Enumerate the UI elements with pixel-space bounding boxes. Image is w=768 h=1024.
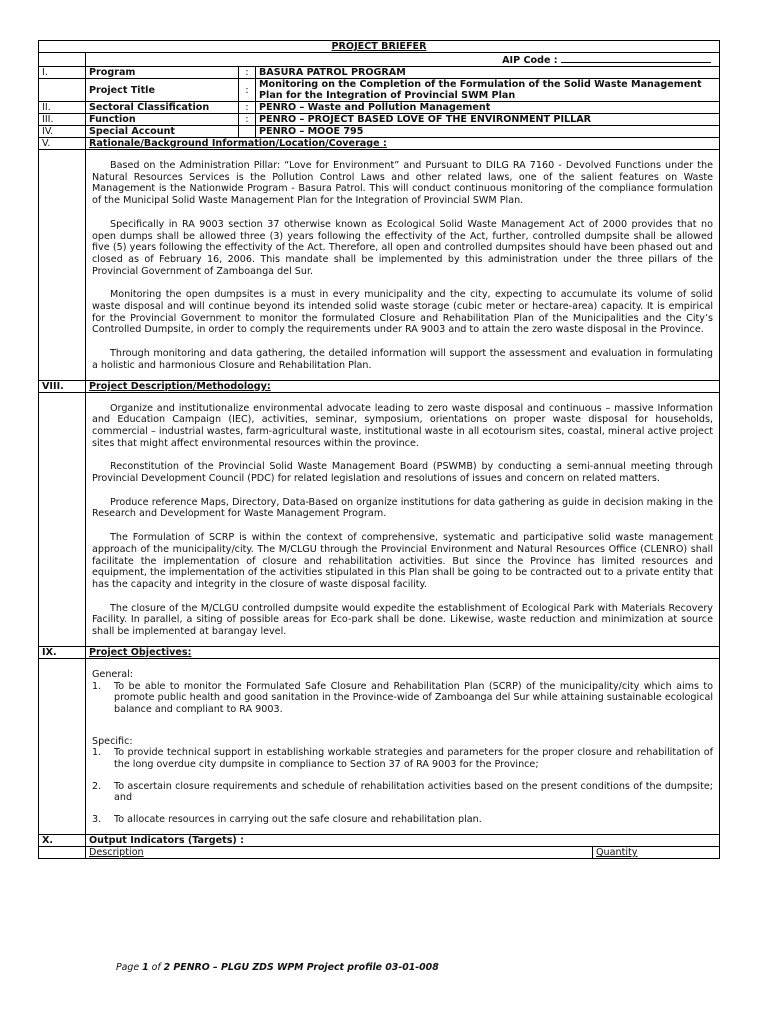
colon xyxy=(239,126,256,138)
sectoral-row xyxy=(39,102,720,114)
description-body xyxy=(86,392,720,646)
aip-code: AIP Code : xyxy=(86,53,720,67)
document-title: PROJECT BRIEFER xyxy=(39,41,720,53)
section-number: III. xyxy=(39,114,86,126)
description-heading-row xyxy=(39,380,720,392)
title-row xyxy=(39,41,720,53)
colon: : xyxy=(239,79,256,102)
function-label: Function xyxy=(86,114,239,126)
quantity-column-header: Quantity xyxy=(593,846,720,858)
page-number: 1 xyxy=(142,962,149,973)
specific-objectives-list xyxy=(92,781,713,804)
paragraph: Through monitoring and data gathering, the detailed information will support the assessment and evaluation in formulating a holistic and harmonious Closure and Rehabilitation Plan. xyxy=(92,348,713,371)
description-body-row xyxy=(39,392,720,646)
section-number: IX. xyxy=(39,646,86,658)
rationale-body xyxy=(86,150,720,381)
function-value: PENRO – PROJECT BASED LOVE OF THE ENVIRONMENT PILLAR xyxy=(256,114,720,126)
paragraph: The closure of the M/CLGU controlled dumpsite would expedite the establishment of Ecological Park with Materials Recovery Facility. In parallel, a siting of possible areas for Eco-park shall be done. Likewise, waste reduction and minimization at source shall be implemented at barangay level. xyxy=(92,602,713,638)
aip-code-field xyxy=(561,53,711,63)
description-column-header: Description xyxy=(86,846,593,858)
colon: : xyxy=(239,102,256,114)
account-value: PENRO – MOOE 795 xyxy=(256,126,720,138)
sectoral-value: PENRO – Waste and Pollution Management xyxy=(256,102,720,114)
section-number: I. xyxy=(39,67,86,79)
colon: : xyxy=(239,67,256,79)
rationale-heading-row xyxy=(39,138,720,150)
colon: : xyxy=(239,114,256,126)
aip-row xyxy=(39,53,720,67)
paragraph: Organize and institutionalize environmental advocate leading to zero waste disposal and continuous – massive Information and Education Campaign (IEC), activities, seminar, symposium, orientations on proper waste disposal for households, commercial – industrial wastes, farm-agricultural waste, institutional waste in all ecotourism sites, coastal, mineral active project sites that might affect environmental resources within the province. xyxy=(92,402,713,449)
paragraph: Reconstitution of the Provincial Solid Waste Management Board (PSWMB) by conducting a semi-annual meeting through Provincial Development Council (PDC) for related legislation and resolutions of issues and concern on related matters. xyxy=(92,461,713,485)
specific-label: Specific: xyxy=(92,735,133,747)
function-row xyxy=(39,114,720,126)
paragraph: Monitoring the open dumpsites is a must in every municipality and the city, expecting to accumulate its volume of solid waste disposal and will continue beyond its intended solid waste storage (cubic meter or hectare-area) capacity. It is empirical for the Provincial Government to monitor the formulated Closure and Rehabilitation Plan of the Municipalities and the City’s Controlled Dumpsite, in order to comply the requirements under RA 9003 and to attain the zero waste disposal in the Province. xyxy=(92,289,713,336)
general-objectives-list xyxy=(92,681,713,716)
project-title-row xyxy=(39,79,720,102)
section-number: VIII. xyxy=(39,380,86,392)
list-item: 1. To provide technical support in establishing workable strategies and parameters for the proper closure and rehabilitation of the long overdue city dumpsite in compliance to Section 37 of RA 9003 for the Province; xyxy=(92,747,713,771)
section-number: II. xyxy=(39,102,86,114)
account-row xyxy=(39,126,720,138)
objectives-heading-row xyxy=(39,646,720,658)
project-title-label: Project Title xyxy=(86,79,239,102)
account-label: Special Account xyxy=(86,126,239,138)
list-item: 3. To allocate resources in carrying out the safe closure and rehabilitation plan. xyxy=(92,814,482,826)
section-number: V. xyxy=(39,138,86,150)
indicators-heading-row xyxy=(39,834,720,846)
paragraph: Produce reference Maps, Directory, Data-Based on organize institutions for data gathering as guide in decision making in the Research and Development for Waste Management Program. xyxy=(92,496,713,520)
paragraph: Specifically in RA 9003 section 37 otherwise known as Ecological Solid Waste Management Act of 2000 provides that no open dumps shall be allowed three (3) years following the effectivity of the Act, further, controlled dumpsite shall be allowed five (5) years following the effectivity of the Act. Therefore, all open and controlled dumpsites should have been phased out and closed as of February 16, 2006. This mandate shall be implemented by this administration under the three pillars of the Provincial Government of Zamboanga del Sur. xyxy=(92,218,713,277)
project-title-value: Monitoring on the Completion of the Formulation of the Solid Waste Management Plan for the Integration of Provincial SWM Plan xyxy=(256,79,720,102)
paragraph: The Formulation of SCRP is within the context of comprehensive, systematic and participative solid waste management approach of the municipality/city. The M/CLGU through the Provincial Environment and Natural Resources Office (CLENRO) shall facilitate the implementation of closure and rehabilitation activities. But since the Province has limited resources and equipment, the implementation of the activities stipulated in this Plan shall be going to be contracted out to a private entity that has the capacity and integrity in the closure of waste disposal facility. xyxy=(92,532,713,590)
list-item: 2. To ascertain closure requirements and schedule of rehabilitation activities based on the present conditions of the dumpsite; and xyxy=(92,780,713,804)
sectoral-label: Sectoral Classification xyxy=(86,102,239,114)
program-value: BASURA PATROL PROGRAM xyxy=(256,67,720,79)
rationale-body-row xyxy=(39,150,720,381)
paragraph: Based on the Administration Pillar: “Love for Environment” and Pursuant to DILG RA 7160 - Devolved Functions under the Natural Resources Services is the Pollution Control Laws and other related laws, one of the salient features on Waste Management is the Nationwide Program - Basura Patrol. This will conduct continuous monitoring of the compliance formulation of the Municipal Solid Waste Management Plan for the Integration of Provincial SWM Plan. xyxy=(92,160,713,207)
description-heading: Project Description/Methodology: xyxy=(86,380,720,392)
page-total: 2 xyxy=(163,962,171,973)
program-label: Program xyxy=(86,67,239,79)
project-briefer-document xyxy=(38,40,719,859)
program-row xyxy=(39,67,720,79)
section-number: X. xyxy=(39,834,86,846)
indicators-heading: Output Indicators (Targets) : xyxy=(86,834,720,846)
objectives-heading: Project Objectives: xyxy=(86,646,720,658)
section-number: IV. xyxy=(39,126,86,138)
project-briefer-table xyxy=(38,40,720,859)
specific-objectives-list xyxy=(92,814,713,826)
specific-objectives-list xyxy=(92,747,713,770)
rationale-heading: Rationale/Background Information/Location/Coverage : xyxy=(86,138,720,150)
general-label: General: xyxy=(92,668,134,680)
indicators-columns-row xyxy=(39,846,720,858)
objectives-body-row xyxy=(39,658,720,834)
list-item: 1. To be able to monitor the Formulated Safe Closure and Rehabilitation Plan (SCRP) of the municipality/city which aims to promote public health and good sanitation in the Province-wide of Zamboanga del Sur while attaining sustainable ecological balance and compliant to RA 9003. xyxy=(92,680,713,715)
document-reference: PENRO – PLGU ZDS WPM Project profile 03-01-008 xyxy=(170,962,439,973)
objectives-body xyxy=(86,658,720,834)
page-footer: Page 1 of 2 PENRO – PLGU ZDS WPM Project profile 03-01-008 xyxy=(116,962,439,973)
